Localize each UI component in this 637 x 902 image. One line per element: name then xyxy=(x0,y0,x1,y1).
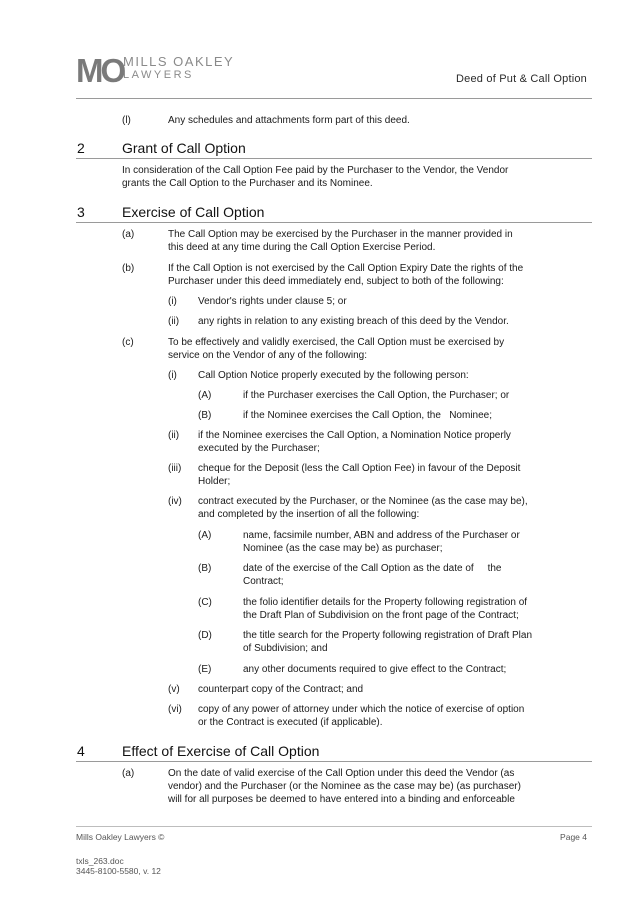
section-divider xyxy=(76,761,592,762)
clause-text: Any schedules and attachments form part of this deed. xyxy=(168,115,410,126)
subclause-text: Holder; xyxy=(198,476,231,487)
paragraph-label: (C) xyxy=(198,597,212,608)
clause-text: To be effectively and validly exercised, the Call Option must be exercised by xyxy=(168,337,505,348)
paragraph-text: name, facsimile number, ABN and address of the Purchaser or xyxy=(243,530,520,541)
subclause-label: (i) xyxy=(168,370,177,381)
section-heading: Effect of Exercise of Call Option xyxy=(122,743,320,759)
firm-logo-mark: MO xyxy=(76,52,124,89)
paragraph-label: (D) xyxy=(198,630,212,641)
paragraph-text: any other documents required to give effect to the Contract; xyxy=(243,664,507,675)
subclause-label: (v) xyxy=(168,684,180,695)
subclause-label: (ii) xyxy=(168,430,180,441)
paragraph-text: Contract; xyxy=(243,576,284,587)
paragraph-text: the Draft Plan of Subdivision on the front page of the Contract; xyxy=(243,610,519,621)
subclause-text: counterpart copy of the Contract; and xyxy=(198,684,364,695)
paragraph-text: if the Purchaser exercises the Call Option, the Purchaser; or xyxy=(243,390,510,401)
subclause-text: executed by the Purchaser; xyxy=(198,443,320,454)
paragraph-text: the folio identifier details for the Property following registration of xyxy=(243,597,528,608)
paragraph-text: of Subdivision; and xyxy=(243,643,328,654)
paragraph-text: if the Nominee exercises the Call Option, the Nominee; xyxy=(243,410,493,421)
subclause-text: if the Nominee exercises the Call Option, a Nomination Notice properly xyxy=(198,430,511,441)
document-reference: 3445-8100-5580, v. 12 xyxy=(76,866,161,876)
subclause-label: (iv) xyxy=(168,496,182,507)
clause-label: (a) xyxy=(122,768,135,779)
subclause-text: Vendor's rights under clause 5; or xyxy=(198,296,347,307)
document-title: Deed of Put & Call Option xyxy=(456,73,587,85)
paragraph-text: Nominee (as the case may be) as purchaser; xyxy=(243,543,443,554)
section-divider xyxy=(76,158,592,159)
clause-text: this deed at any time during the Call Option Exercise Period. xyxy=(168,242,436,253)
paragraph-label: (A) xyxy=(198,530,212,541)
clause-label: (a) xyxy=(122,229,135,240)
section-number: 4 xyxy=(77,743,85,759)
clause-text: If the Call Option is not exercised by the Call Option Expiry Date the rights of the xyxy=(168,263,524,274)
paragraph-text: the title search for the Property following registration of Draft Plan xyxy=(243,630,533,641)
clause-text: The Call Option may be exercised by the Purchaser in the manner provided in xyxy=(168,229,513,240)
subclause-text: or the Contract is executed (if applicable). xyxy=(198,717,383,728)
clause-label: (l) xyxy=(122,115,131,126)
firm-name: MILLS OAKLEY xyxy=(123,54,235,69)
footer-divider xyxy=(76,826,592,827)
subclause-label: (vi) xyxy=(168,704,182,715)
clause-label: (b) xyxy=(122,263,135,274)
header-divider xyxy=(76,98,592,99)
clause-text: Purchaser under this deed immediately end, subject to both of the following: xyxy=(168,276,504,287)
firm-subtitle: LAWYERS xyxy=(123,69,194,81)
paragraph-label: (B) xyxy=(198,563,212,574)
paragraph-text: date of the exercise of the Call Option as the date of the xyxy=(243,563,502,574)
subclause-label: (iii) xyxy=(168,463,182,474)
subclause-label: (i) xyxy=(168,296,177,307)
subclause-text: Call Option Notice properly executed by the following person: xyxy=(198,370,469,381)
section-divider xyxy=(76,222,592,223)
subclause-text: contract executed by the Purchaser, or the Nominee (as the case may be), xyxy=(198,496,528,507)
section-number: 3 xyxy=(77,204,85,220)
section-heading: Exercise of Call Option xyxy=(122,204,265,220)
section-body-line: In consideration of the Call Option Fee paid by the Purchaser to the Vendor, the Vendor xyxy=(122,165,509,176)
subclause-text: and completed by the insertion of all the following: xyxy=(198,509,420,520)
clause-text: service on the Vendor of any of the following: xyxy=(168,350,368,361)
document-reference: txls_263.doc xyxy=(76,856,124,866)
subclause-text: cheque for the Deposit (less the Call Option Fee) in favour of the Deposit xyxy=(198,463,521,474)
subclause-text: copy of any power of attorney under which the notice of exercise of option xyxy=(198,704,525,715)
clause-label: (c) xyxy=(122,337,134,348)
clause-text: will for all purposes be deemed to have entered into a binding and enforceable xyxy=(168,794,515,805)
subclause-text: any rights in relation to any existing breach of this deed by the Vendor. xyxy=(198,316,509,327)
page-number: Page 4 xyxy=(560,832,587,842)
paragraph-label: (A) xyxy=(198,390,212,401)
subclause-label: (ii) xyxy=(168,316,180,327)
clause-text: vendor) and the Purchaser (or the Nominee as the case may be) (as purchaser) xyxy=(168,781,521,792)
paragraph-label: (E) xyxy=(198,664,212,675)
paragraph-label: (B) xyxy=(198,410,212,421)
footer-firm: Mills Oakley Lawyers © xyxy=(76,832,165,842)
section-heading: Grant of Call Option xyxy=(122,140,246,156)
section-body-line: grants the Call Option to the Purchaser and its Nominee. xyxy=(122,178,373,189)
section-number: 2 xyxy=(77,140,85,156)
clause-text: On the date of valid exercise of the Call Option under this deed the Vendor (as xyxy=(168,768,515,779)
